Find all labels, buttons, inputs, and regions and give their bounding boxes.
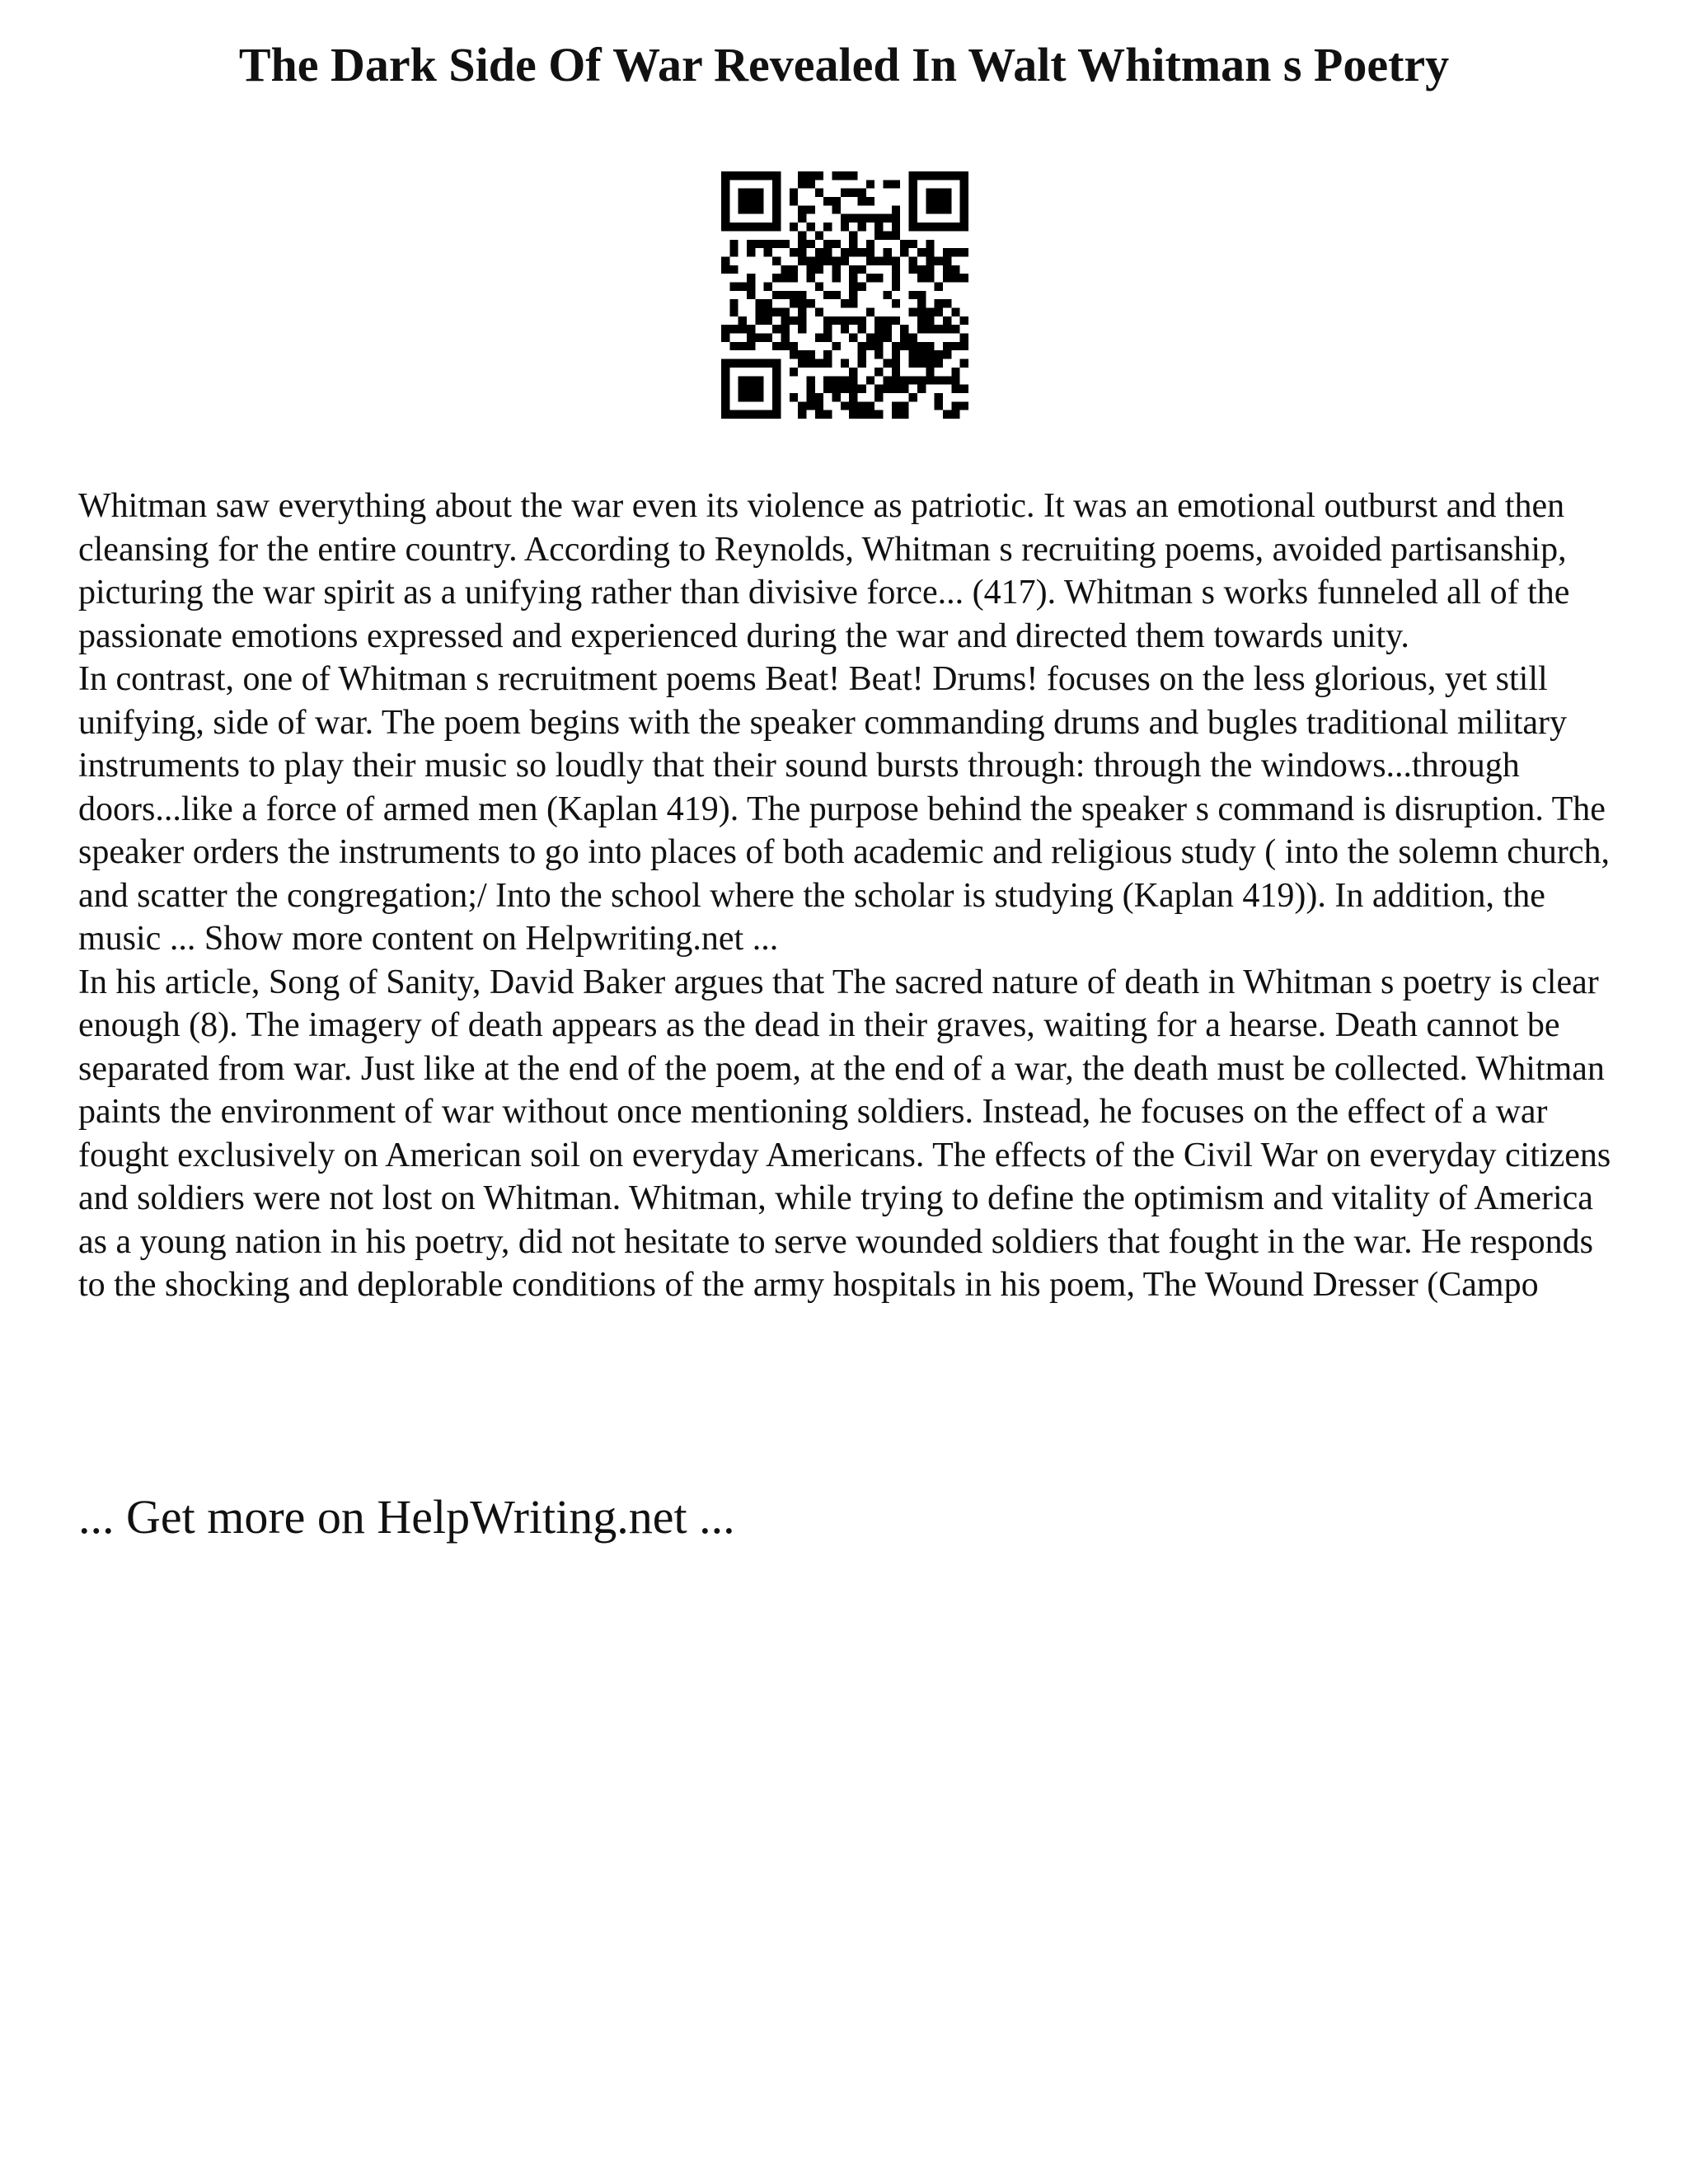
paragraph: In his article, Song of Sanity, David Baker argues that The sacred nature of death in Whitman s poetry is clear enough (8). The imagery of death appears as the dead in their graves, waiting for a hearse. Death cannot be separated from war. Just like at the end of the poem, at the end of a war, the death must be collected. Whitman paints the environment of war without once mentioning soldiers. Instead, he focuses on the effect of a war fought exclusively on American soil on everyday Americans. The effects of the Civil War on everyday citizens and soldiers were not lost on Whitman. Whitman, while trying to define the optimism and vitality of America as a young nation in his poetry, did not hesitate to serve wounded soldiers that fought in the war. He responds to the shocking and deplorable conditions of the army hospitals in his poem, The Wound Dresser (Campo xyxy=(78,963,1611,1304)
get-more-link[interactable]: ... Get more on HelpWriting.net ... xyxy=(78,1490,735,1544)
paragraph: In contrast, one of Whitman s recruitment poems Beat! Beat! Drums! focuses on the less glorious, yet still unifying, side of war. The poem begins with the speaker commanding drums and bugles traditional military instruments to play their music so loudly that their sound bursts through: through the windows...through doors...like a force of armed men (Kaplan 419). The purpose behind the speaker s command is disruption. The speaker orders the instruments to go into places of both academic and religious study ( into the solemn church, and scatter the congregation;/ Into the school where the scholar is studying (Kaplan 419)). In addition, the music ... Show more content on Helpwriting.net ... xyxy=(78,660,1611,958)
page-title: The Dark Side Of War Revealed In Walt Whitman s Poetry xyxy=(238,38,1450,91)
article-body xyxy=(78,485,1628,1307)
paragraph: Whitman saw everything about the war even its violence as patriotic. It was an emotional outburst and then cleansing for the entire country. According to Reynolds, Whitman s recruiting poems, avoided partisanship, picturing the war spirit as a unifying rather than divisive force... (417). Whitman s works funneled all of the passionate emotions expressed and experienced during the war and directed them towards unity. xyxy=(78,487,1570,655)
qr-code-icon xyxy=(721,171,968,419)
